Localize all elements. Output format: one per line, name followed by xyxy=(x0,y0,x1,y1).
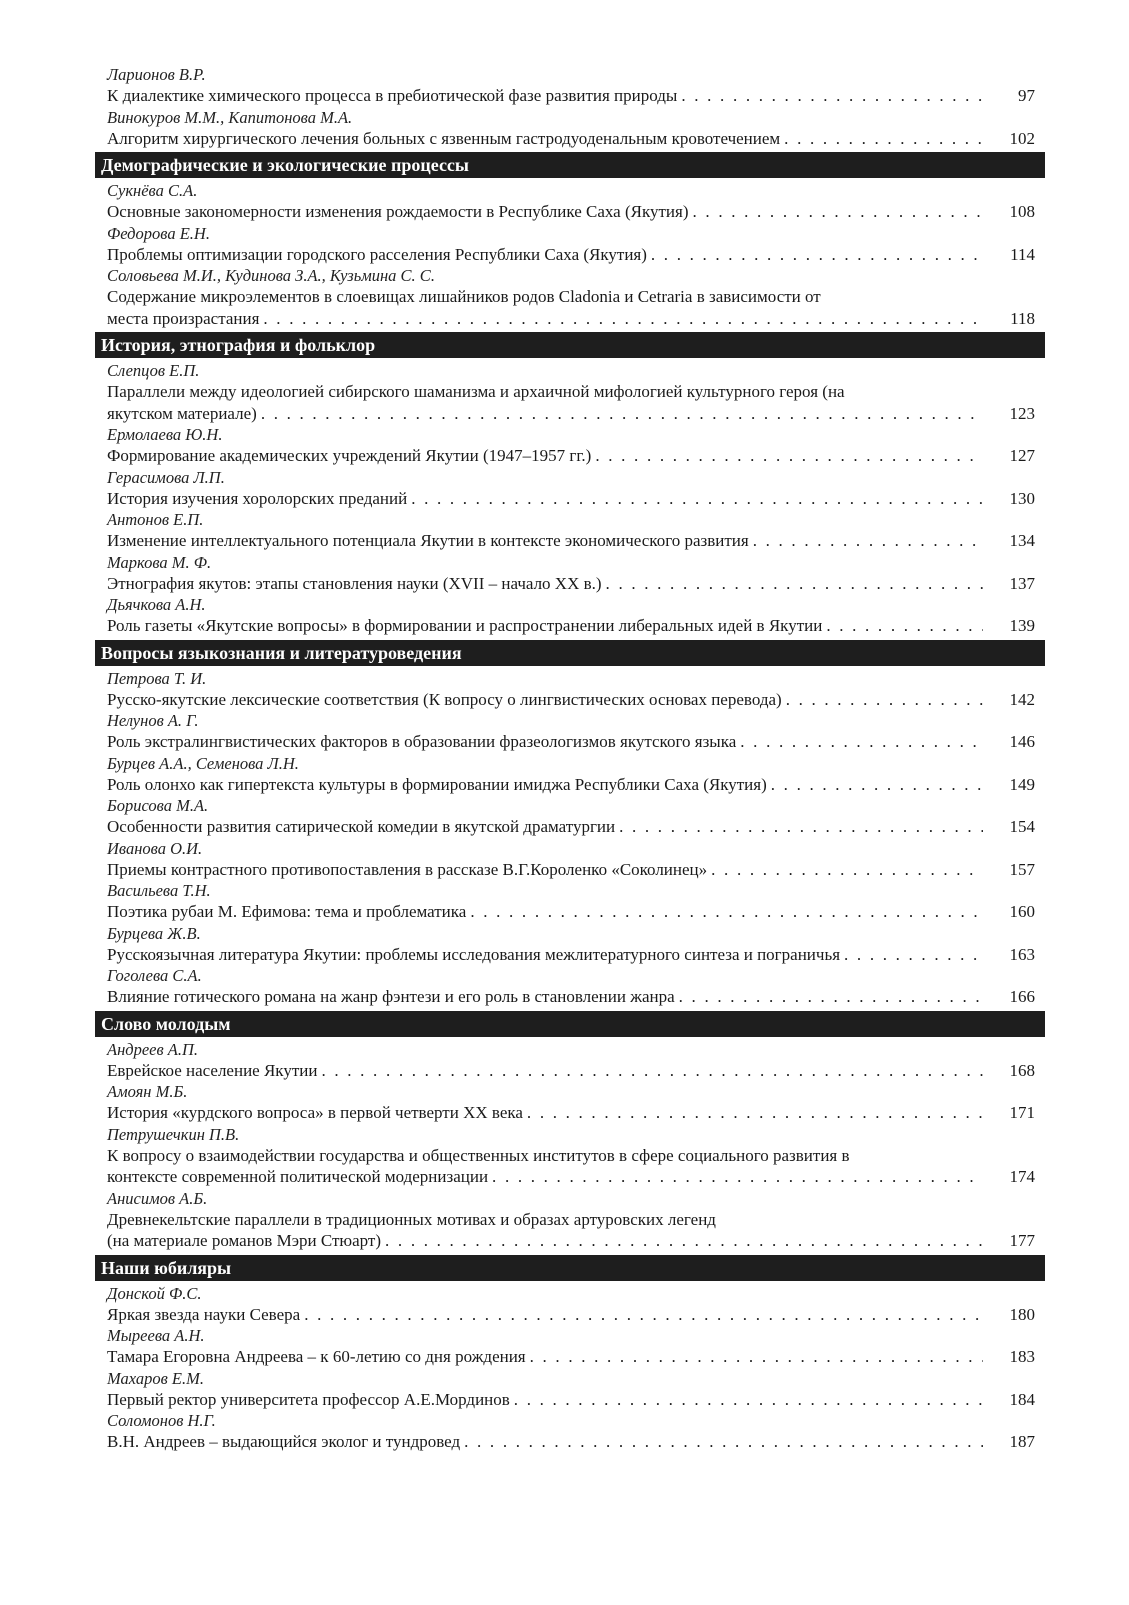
toc-entry[interactable] xyxy=(107,265,1035,329)
toc-entry[interactable] xyxy=(107,360,1035,424)
section-header: Демографические и экологические процессы xyxy=(95,152,1045,178)
dot-leader xyxy=(464,1431,983,1453)
entry-author: Мыреева А.Н. xyxy=(107,1326,205,1345)
page-number: 184 xyxy=(1009,1389,1035,1409)
toc-entry[interactable] xyxy=(107,1081,1035,1124)
dot-leader xyxy=(786,689,983,711)
entry-author: Иванова О.И. xyxy=(107,838,203,858)
toc-entry[interactable] xyxy=(107,1039,1035,1082)
page-number: 114 xyxy=(1010,244,1035,264)
entry-title-row xyxy=(107,1389,1035,1411)
entry-title: Формирование академических учреждений Якутии (1947–1957 гг.) xyxy=(107,446,592,465)
page-number: 154 xyxy=(1009,817,1035,836)
toc-entry[interactable] xyxy=(107,753,1035,796)
toc-entry[interactable] xyxy=(107,795,1035,838)
entry-title-row xyxy=(107,1431,1035,1453)
page-number: 134 xyxy=(1009,531,1035,550)
page-number: 130 xyxy=(1009,488,1035,508)
page-number: 97 xyxy=(1018,86,1035,105)
entry-author: Васильева Т.Н. xyxy=(107,881,211,900)
dot-leader xyxy=(385,1230,983,1252)
entry-title: Проблемы оптимизации городского расселения Республики Саха (Якутия) xyxy=(107,244,647,264)
entry-title-row xyxy=(107,1060,1035,1082)
entry-author: Маркова М. Ф. xyxy=(107,552,212,572)
entry-author: Петрушечкин П.В. xyxy=(107,1124,240,1144)
page-number: 137 xyxy=(1009,573,1035,593)
section-header: Вопросы языкознания и литературоведения xyxy=(95,640,1045,666)
entry-title: Роль олонхо как гипертекста культуры в формировании имиджа Республики Саха (Якутия) xyxy=(107,774,767,794)
page-number: 142 xyxy=(1009,689,1035,709)
entry-title: Этнография якутов: этапы становления науки (XVII – начало XX в.) xyxy=(107,573,602,593)
page-number: 118 xyxy=(1010,308,1035,328)
entry-author: Петрова Т. И. xyxy=(107,668,207,688)
toc-entry[interactable] xyxy=(107,1283,1035,1326)
page-number: 168 xyxy=(1009,1060,1035,1080)
page-number: 174 xyxy=(1009,1167,1035,1186)
page-number: 180 xyxy=(1009,1304,1035,1324)
entry-title: контексте современной политической модернизации xyxy=(107,1167,489,1186)
page-number: 127 xyxy=(1009,446,1035,465)
entry-author: Бурцев А.А., Семенова Л.Н. xyxy=(107,753,299,773)
entry-title: Еврейское население Якутии xyxy=(107,1060,318,1080)
entry-title: Роль газеты «Якутские вопросы» в формировании и распространении либеральных идей в Якутии xyxy=(107,616,823,635)
page-number: 177 xyxy=(1009,1231,1035,1250)
section-header: История, этнография и фольклор xyxy=(95,332,1045,358)
dot-leader xyxy=(844,944,983,966)
toc-entry[interactable] xyxy=(107,880,1035,923)
toc-entry[interactable] xyxy=(107,552,1035,595)
entry-title-line: К вопросу о взаимодействии государства и общественных институтов в сфере социального развития в xyxy=(107,1145,850,1165)
toc-entry[interactable] xyxy=(107,64,1035,107)
entry-title-row xyxy=(107,573,1035,595)
toc-entry[interactable] xyxy=(107,467,1035,510)
entry-title: Русскоязычная литература Якутии: проблемы исследования межлитературного синтеза и пограничья xyxy=(107,944,841,964)
page-number: 166 xyxy=(1009,987,1035,1006)
entry-title-row xyxy=(107,445,1035,467)
page-number: 123 xyxy=(1009,403,1035,423)
toc-entry[interactable] xyxy=(107,1410,1035,1453)
toc-entry[interactable] xyxy=(107,838,1035,881)
entry-title: Особенности развития сатирической комедии в якутской драматургии xyxy=(107,817,616,836)
toc-entry[interactable] xyxy=(107,223,1035,266)
toc-entry[interactable] xyxy=(107,1124,1035,1188)
table-of-contents xyxy=(101,64,1035,1453)
entry-author: Гоголева С.А. xyxy=(107,966,202,985)
dot-leader xyxy=(321,1060,983,1082)
toc-entry[interactable] xyxy=(107,180,1035,223)
entry-title: места произрастания xyxy=(107,308,260,328)
entry-author: Борисова М.А. xyxy=(107,796,209,815)
entry-author: Ермолаева Ю.Н. xyxy=(107,425,223,444)
entry-title: Поэтика рубаи М. Ефимова: тема и проблематика xyxy=(107,902,467,921)
dot-leader xyxy=(263,308,983,330)
entry-title: Русско-якутские лексические соответствия (К вопросу о лингвистических основах перевода) xyxy=(107,689,782,709)
entry-title-line: Содержание микроэлементов в слоевищах лишайников родов Cladonia и Cetraria в зависимости от xyxy=(107,287,821,306)
entry-title-row xyxy=(107,901,1035,923)
dot-leader xyxy=(784,128,983,150)
entry-title-row xyxy=(107,1230,1035,1252)
entry-title-row xyxy=(107,488,1035,510)
page-number: 187 xyxy=(1009,1432,1035,1451)
entry-author: Нелунов А. Г. xyxy=(107,711,199,730)
entry-title-row xyxy=(107,859,1035,881)
entry-title-row xyxy=(107,1346,1035,1368)
dot-leader xyxy=(492,1166,983,1188)
entry-title-row xyxy=(107,128,1035,150)
entry-author: Андреев А.П. xyxy=(107,1039,199,1059)
entry-title: Алгоритм хирургического лечения больных с язвенным гастродуоденальным кровотечением xyxy=(107,128,781,148)
dot-leader xyxy=(681,85,983,107)
entry-title-row xyxy=(107,244,1035,266)
entry-author: Дьячкова А.Н. xyxy=(107,595,206,614)
page-number: 149 xyxy=(1009,774,1035,794)
entry-title-row xyxy=(107,731,1035,753)
dot-leader xyxy=(470,901,983,923)
toc-entry[interactable] xyxy=(107,1325,1035,1368)
section-header: Наши юбиляры xyxy=(95,1255,1045,1281)
entry-author: Герасимова Л.П. xyxy=(107,467,225,487)
dot-leader xyxy=(261,403,983,425)
entry-author: Федорова Е.Н. xyxy=(107,223,210,243)
toc-entry[interactable] xyxy=(107,594,1035,637)
entry-title: (на материале романов Мэри Стюарт) xyxy=(107,1231,382,1250)
entry-author: Винокуров М.М., Капитонова М.А. xyxy=(107,107,353,127)
entry-title: Яркая звезда науки Севера xyxy=(107,1304,301,1324)
dot-leader xyxy=(740,731,983,753)
dot-leader xyxy=(619,816,983,838)
dot-leader xyxy=(753,530,983,552)
entry-author: Анисимов А.Б. xyxy=(107,1188,208,1208)
toc-entry[interactable] xyxy=(107,1368,1035,1411)
entry-author: Соловьева М.И., Кудинова З.А., Кузьмина С. С. xyxy=(107,266,435,285)
toc-entry[interactable] xyxy=(107,424,1035,467)
toc-entry[interactable] xyxy=(107,509,1035,552)
entry-title-row xyxy=(107,615,1035,637)
dot-leader xyxy=(679,986,983,1008)
entry-title-row xyxy=(107,774,1035,796)
dot-leader xyxy=(527,1102,983,1124)
entry-title: Тамара Егоровна Андреева – к 60-летию со дня рождения xyxy=(107,1347,526,1366)
dot-leader xyxy=(693,201,983,223)
entry-author: Махаров Е.М. xyxy=(107,1368,204,1388)
page-number: 183 xyxy=(1009,1347,1035,1366)
toc-entry[interactable] xyxy=(107,668,1035,711)
entry-author: Соломонов Н.Г. xyxy=(107,1411,216,1430)
dot-leader xyxy=(514,1389,983,1411)
page-number: 139 xyxy=(1009,616,1035,635)
entry-author: Антонов Е.П. xyxy=(107,510,204,529)
entry-title-row xyxy=(107,308,1035,330)
dot-leader xyxy=(304,1304,983,1326)
entry-title-row xyxy=(107,944,1035,966)
toc-entry[interactable] xyxy=(107,923,1035,966)
dot-leader xyxy=(711,859,983,881)
entry-title-row xyxy=(107,1304,1035,1326)
entry-title: История изучения хоролорских преданий xyxy=(107,488,408,508)
toc-entry[interactable] xyxy=(107,710,1035,753)
entry-title: К диалектике химического процесса в пребиотической фазе развития природы xyxy=(107,86,678,105)
entry-title-row xyxy=(107,403,1035,425)
entry-title: Влияние готического романа на жанр фэнтези и его роль в становлении жанра xyxy=(107,987,675,1006)
section-header: Слово молодым xyxy=(95,1011,1045,1037)
page-number: 108 xyxy=(1009,202,1035,221)
entry-title: Приемы контрастного противопоставления в рассказе В.Г.Короленко «Соколинец» xyxy=(107,859,708,879)
entry-author: Донской Ф.С. xyxy=(107,1283,202,1303)
entry-author: Ларионов В.Р. xyxy=(107,65,206,84)
dot-leader xyxy=(606,573,983,595)
entry-title-line: Древнекельтские параллели в традиционных мотивах и образах артуровских легенд xyxy=(107,1209,716,1229)
entry-title-row xyxy=(107,1102,1035,1124)
dot-leader xyxy=(411,488,983,510)
entry-author: Сукнёва С.А. xyxy=(107,181,198,200)
page-number: 160 xyxy=(1009,902,1035,921)
dot-leader xyxy=(530,1346,983,1368)
dot-leader xyxy=(826,615,983,637)
entry-title: В.Н. Андреев – выдающийся эколог и тундровед xyxy=(107,1432,461,1451)
toc-entry[interactable] xyxy=(107,1188,1035,1252)
entry-title-row xyxy=(107,816,1035,838)
entry-title-row xyxy=(107,1166,1035,1188)
entry-title-line: Параллели между идеологией сибирского шаманизма и архаичной мифологией культурного героя (на xyxy=(107,382,845,401)
entry-title: История «курдского вопроса» в первой четверти XX века xyxy=(107,1103,523,1122)
entry-title-row xyxy=(107,85,1035,107)
entry-title: Основные закономерности изменения рождаемости в Республике Саха (Якутия) xyxy=(107,202,689,221)
dot-leader xyxy=(651,244,983,266)
page-number: 146 xyxy=(1009,732,1035,751)
entry-title-row xyxy=(107,689,1035,711)
page-number: 157 xyxy=(1009,859,1035,879)
entry-author: Амоян М.Б. xyxy=(107,1082,188,1101)
dot-leader xyxy=(595,445,983,467)
entry-title: Первый ректор университета профессор А.Е.Мординов xyxy=(107,1389,510,1409)
page-number: 171 xyxy=(1009,1103,1035,1122)
entry-author: Бурцева Ж.В. xyxy=(107,923,201,943)
toc-entry[interactable] xyxy=(107,965,1035,1008)
dot-leader xyxy=(771,774,983,796)
entry-title-row xyxy=(107,986,1035,1008)
entry-title-row xyxy=(107,201,1035,223)
entry-title-row xyxy=(107,530,1035,552)
entry-title: Роль экстралингвистических факторов в образовании фразеологизмов якутского языка xyxy=(107,732,737,751)
entry-title: якутском материале) xyxy=(107,403,257,423)
entry-author: Слепцов Е.П. xyxy=(107,361,200,380)
toc-entry[interactable] xyxy=(107,107,1035,150)
page-number: 102 xyxy=(1009,128,1035,148)
entry-title: Изменение интеллектуального потенциала Якутии в контексте экономического развития xyxy=(107,531,749,550)
page-number: 163 xyxy=(1009,944,1035,964)
